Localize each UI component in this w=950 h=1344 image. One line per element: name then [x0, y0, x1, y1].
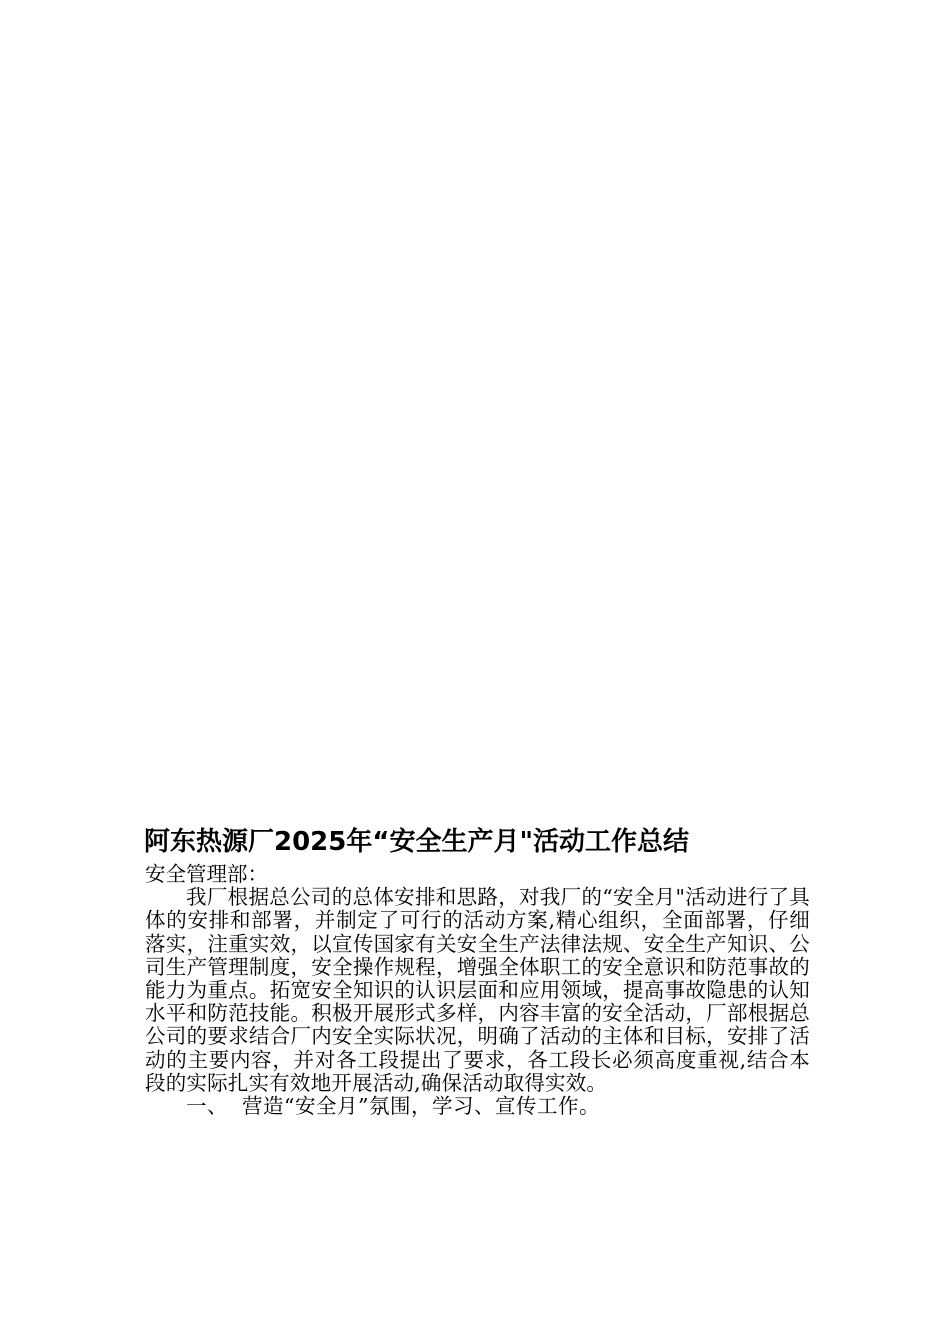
document-body — [145, 863, 810, 1118]
document-title: 阿东热源厂2025年“安全生产月"活动工作总结 — [144, 827, 689, 857]
section-heading: 一、 营造“安全月”氛围，学习、宣传工作。 — [186, 1094, 600, 1119]
salutation: 安全管理部： — [145, 862, 268, 886]
body-paragraph: 我厂根据总公司的总体安排和思路，对我厂的“安全月"活动进行了具体的安排和部署，并制定了可行的活动方案,精心组织，全面部署，仔细落实，注重实效，以宣传国家有关安全生产法律法规、安全生产知识、公司生产管理制度，安全操作规程，增强全体职工的安全意识和防范事故的能力为重点。拓宽安全知识的认识层面和应用领域，提高事故隐患的认知水平和防范技能。积极开展形式多样，内容丰富的安全活动，厂部根据总公司的要求结合厂内安全实际状况，明确了活动的主体和目标，安排了活动的主要内容，并对各工段提出了要求，各工段长必须高度重视,结合本段的实际扎实有效地开展活动,确保活动取得实效。 — [145, 885, 810, 1095]
